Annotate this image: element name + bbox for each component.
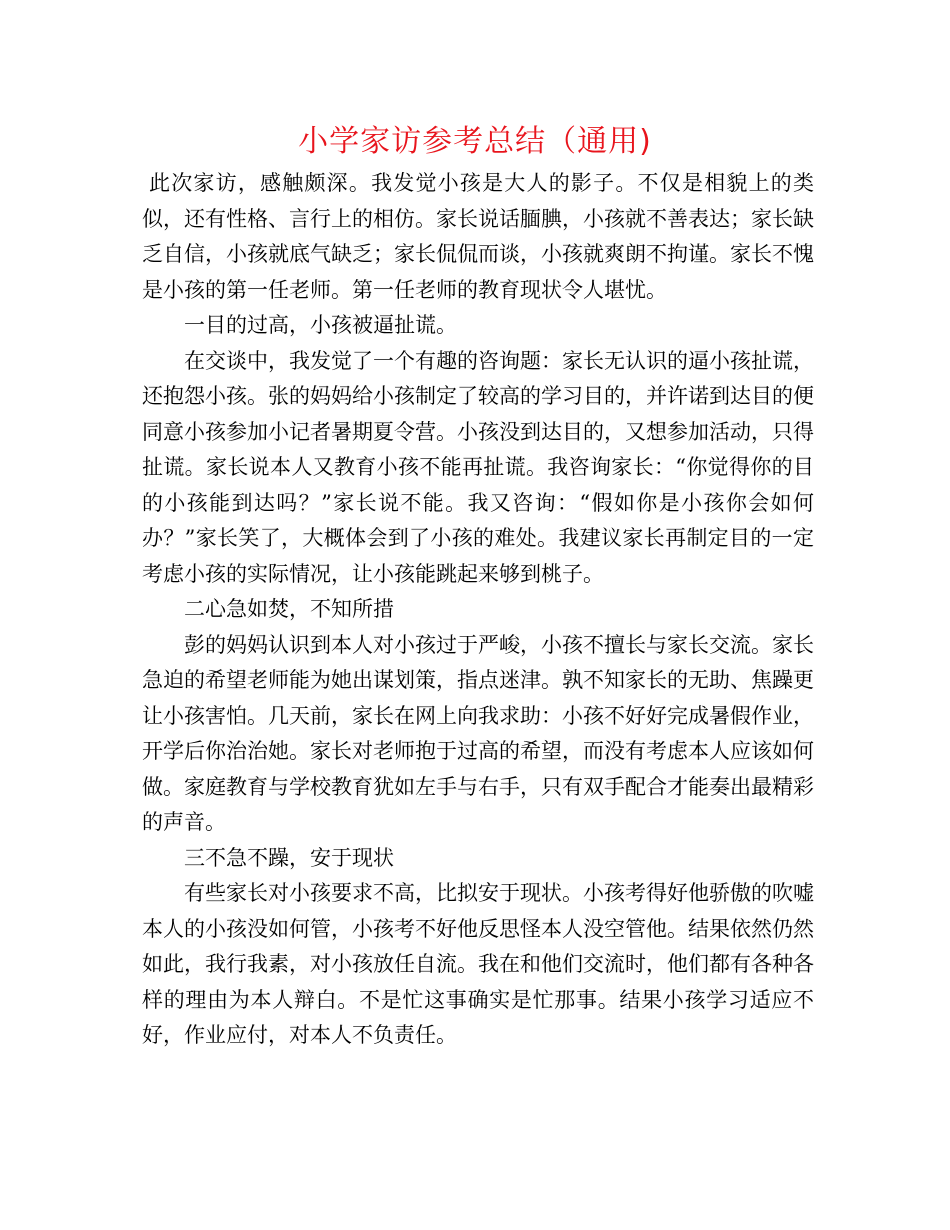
- paragraph-intro: 此次家访，感触颇深。我发觉小孩是大人的影子。不仅是相貌上的类似，还有性格、言行上的相仿。家长说话腼腆，小孩就不善表达；家长缺乏自信，小孩就底气缺乏；家长侃侃而谈，小孩就爽朗不拘谨。家长不愧是小孩的第一任老师。第一任老师的教育现状令人堪忧。: [142, 171, 814, 302]
- section-heading-3: 三不急不躁，安于现状: [184, 845, 394, 870]
- paragraph-section-3: 有些家长对小孩要求不高，比拟安于现状。小孩考得好他骄傲的吹嘘本人的小孩没如何管，小孩考不好他反思怪本人没空管他。结果依然仍然如此，我行我素，对小孩放任自流。我在和他们交流时，他们都有各种各样的理由为本人辩白。不是忙这事确实是忙那事。结果小孩学习适应不好，作业应付，对本人不负责任。: [142, 881, 814, 1047]
- section-heading-2: 二心急如焚，不知所措: [184, 597, 394, 621]
- paragraph-section-2: 彭的妈妈认识到本人对小孩过于严峻，小孩不擅长与家长交流。家长急迫的希望老师能为她出谋划策，指点迷津。孰不知家长的无助、焦躁更让小孩害怕。几天前，家长在网上向我求助：小孩不好好完成暑假作业，开学后你治治她。家长对老师抱于过高的希望，而没有考虑本人应该如何做。家庭教育与学校教育犹如左手与右手，只有双手配合才能奏出最精彩的声音。: [142, 632, 814, 834]
- document-body: [142, 166, 814, 1054]
- paragraph-section-1: 在交谈中，我发觉了一个有趣的咨询题：家长无认识的逼小孩扯谎，还抱怨小孩。张的妈妈给小孩制定了较高的学习目的，并许诺到达目的便同意小孩参加小记者暑期夏令营。小孩没到达目的，又想参加活动，只得扯谎。家长说本人又教育小孩不能再扯谎。我咨询家长：“你觉得你的目的小孩能到达吗？”家长说不能。我又咨询：“假如你是小孩你会如何办？”家长笑了，大概体会到了小孩的难处。我建议家长再制定目的一定考虑小孩的实际情况，让小孩能跳起来够到桃子。: [142, 348, 814, 586]
- document-title: 小学家访参考总结（通用): [298, 124, 652, 159]
- section-heading-1: 一目的过高，小孩被逼扯谎。: [184, 313, 457, 337]
